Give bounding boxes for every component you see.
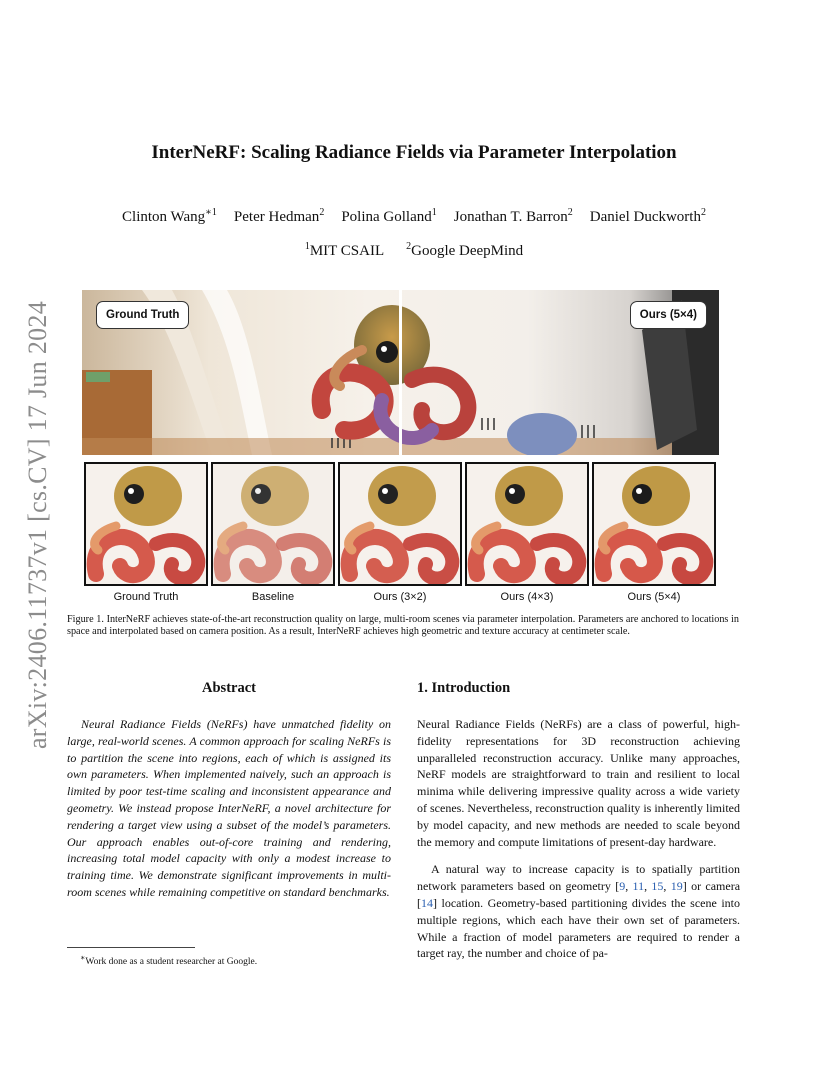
footnote: ∗Work done as a student researcher at Google. — [80, 953, 258, 968]
citation-link[interactable]: 9 — [619, 879, 626, 894]
author: Clinton Wang$^{∗1}$ — [122, 207, 217, 225]
octopus-crop — [213, 464, 333, 584]
affiliation: $^2$Google DeepMind — [406, 241, 524, 259]
teaser-label-ground-truth: Ground Truth — [96, 301, 189, 329]
author: Jonathan T. Barron$^2$ — [453, 207, 573, 225]
arxiv-stamp — [20, 290, 56, 760]
introduction-column — [417, 680, 740, 962]
octopus-crop — [340, 464, 460, 584]
arxiv-stamp-text: arXiv:2406.11737v1 [cs.CV] 17 Jun 2024 — [23, 300, 52, 750]
thumbnail-image — [211, 462, 335, 586]
intro-paragraph-1: Neural Radiance Fields (NeRFs) are a class of powerful, high-fidelity representations for 3D reconstruction achieving unparalleled reconstruction accuracy. Unlike many approaches, NeRF models are straightforward to train and resilient to local minima while delivering impressive quality across a wide variety of scenes. Nevertheless, reconstruction quality is inherently limited by model capacity, and new methods are needed to scale beyond the memory and compute limitations of present-day hardware. — [417, 717, 740, 849]
author: Daniel Duckworth$^2$ — [589, 207, 706, 225]
abstract-text: Neural Radiance Fields (NeRFs) have unmatched fidelity on large, real-world scenes. A common approach for scaling NeRFs is to partition the scene into regions, each of which is assigned its own parameters. When implemented naively, such an approach is limited by poor test-time scaling and inconsistent appearance and geometry. We instead propose InterNeRF, a novel architecture for rendering a target view using a subset of the model’s parameters. Our approach enables out-of-core training and rendering, increasing total model capacity with only a modest increase to training time. We demonstrate significant improvements in multi-room scenes while remaining competitive on standard benchmarks. — [67, 717, 391, 899]
author-list — [0, 207, 828, 226]
thumbnail-caption: Ours (5×4) — [627, 591, 681, 603]
author: Peter Hedman$^2$ — [233, 207, 325, 225]
figure-caption: Figure 1. InterNeRF achieves state-of-the-art reconstruction quality on large, multi-room scenes via parameter interpolation. Parameters are anchored to locations in space and interpolated based on camera position. As a result, InterNeRF achieves high geometric and texture accuracy at centimeter scale. — [67, 614, 739, 638]
thumbnail-image — [84, 462, 208, 586]
citation-link[interactable]: 11 — [632, 879, 645, 894]
thumbnail-baseline — [211, 462, 335, 603]
octopus-crop — [594, 464, 714, 584]
citation-link[interactable]: 19 — [670, 879, 683, 894]
thumbnail-ground-truth — [84, 462, 208, 603]
teaser-label-ours: Ours (5×4) — [630, 301, 707, 329]
footnote-rule — [67, 947, 195, 948]
abstract-heading: Abstract — [202, 680, 256, 696]
affiliations — [0, 241, 828, 260]
author: Polina Golland$^1$ — [341, 207, 437, 225]
thumbnail-image — [338, 462, 462, 586]
affiliation: $^1$MIT CSAIL — [304, 241, 385, 259]
thumbnail-image — [465, 462, 589, 586]
octopus-crop — [86, 464, 206, 584]
introduction-heading: 1. Introduction — [417, 680, 511, 696]
thumbnail-image — [592, 462, 716, 586]
paper-title: InterNeRF: Scaling Radiance Fields via Parameter Interpolation — [151, 142, 677, 163]
intro-paragraph-2: A natural way to increase capacity is to spatially partition network parameters based on geometry [9, 11, 15, 19] or camera [14] location. Geometry-based partitioning divides the scene into multiple regions, which each have their own set of parameters. While a fraction of model parameters are required to render a target ray, the number and choice of pa- — [417, 862, 741, 961]
abstract-column — [67, 680, 391, 901]
thumbnail-ours-5x4 — [592, 462, 716, 603]
citation-link[interactable]: 14 — [421, 895, 433, 910]
thumbnail-caption: Ground Truth — [113, 591, 179, 603]
teaser-image — [82, 290, 719, 455]
thumbnail-ours-4x3 — [465, 462, 589, 603]
thumbnail-caption: Baseline — [251, 591, 295, 603]
thumbnail-caption: Ours (4×3) — [500, 591, 554, 603]
thumbnail-strip — [84, 462, 720, 606]
citation-link[interactable]: 15 — [651, 879, 664, 894]
comparison-divider[interactable] — [399, 290, 402, 455]
octopus-crop — [467, 464, 587, 584]
thumbnail-ours-3x2 — [338, 462, 462, 603]
thumbnail-caption: Ours (3×2) — [373, 591, 427, 603]
